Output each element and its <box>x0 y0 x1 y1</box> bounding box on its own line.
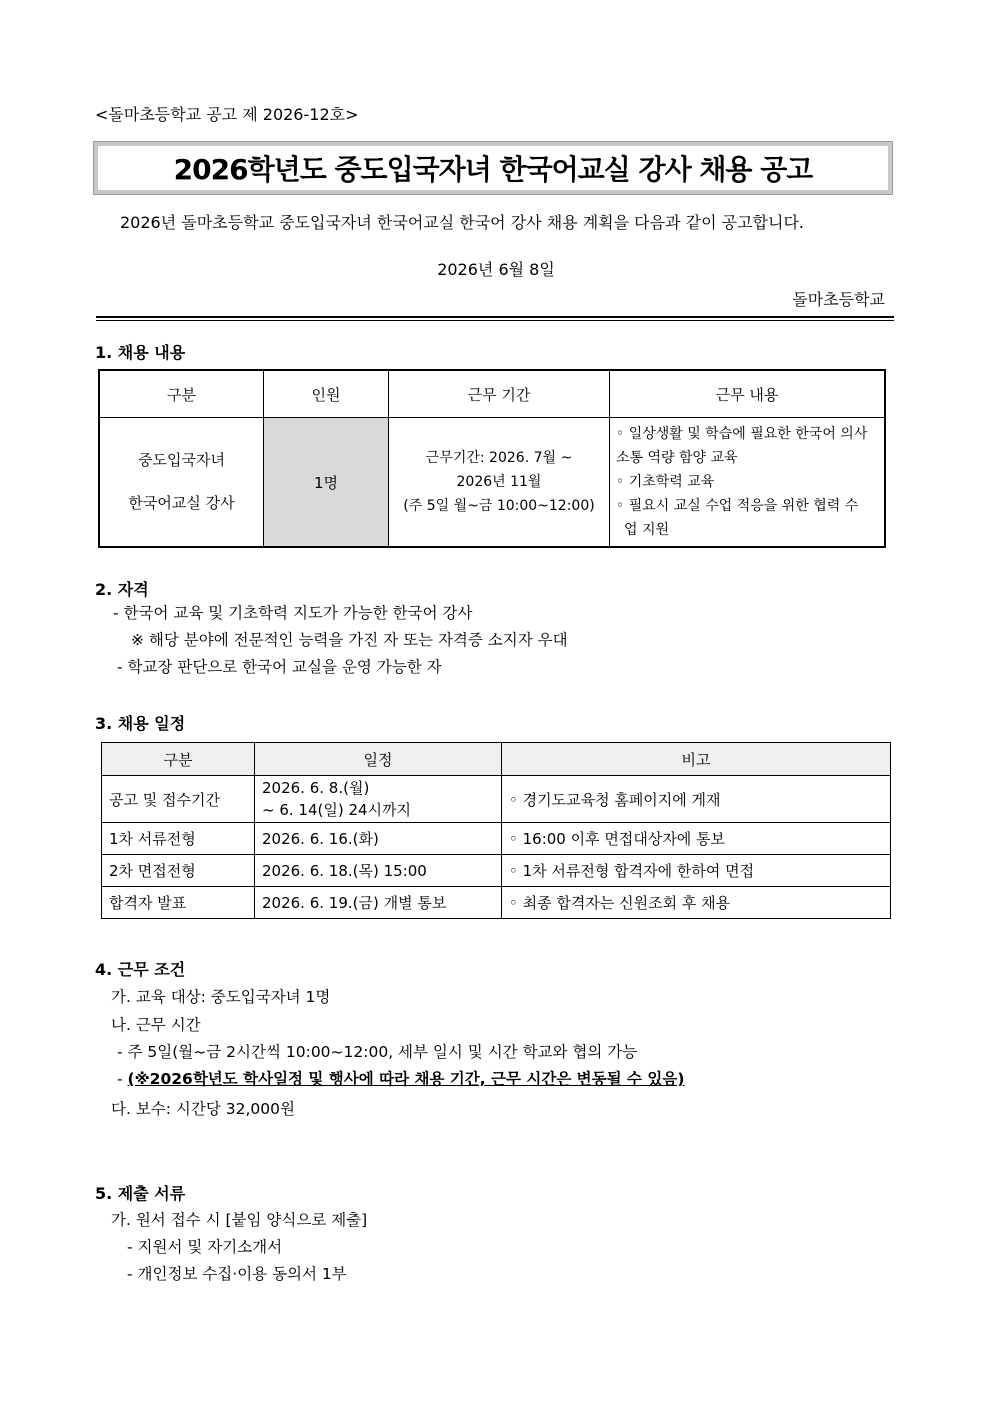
schedule-category: 합격자 발표 <box>102 887 255 919</box>
document-line: 가. 원서 접수 시 [붙임 양식으로 제출] <box>111 1211 368 1229</box>
header-cell: 일정 <box>255 743 502 776</box>
section-2-heading: 2. 자격 <box>95 580 149 599</box>
schedule-date <box>255 776 502 823</box>
header-cell: 인원 <box>264 370 389 418</box>
duty-line: 업 지원 <box>624 522 670 538</box>
header-cell: 구분 <box>102 743 255 776</box>
divider-thin <box>96 320 894 321</box>
table-row <box>102 823 891 855</box>
section-1-heading: 1. 채용 내용 <box>95 343 186 362</box>
category-cell <box>99 418 264 548</box>
recruitment-table <box>98 369 886 548</box>
page-title: 2026학년도 중도입국자녀 한국어교실 강사 채용 공고 <box>173 153 813 186</box>
schedule-note: ◦ 경기도교육청 홈페이지에 게재 <box>502 776 891 823</box>
condition-emphasis: (※2026학년도 학사일정 및 행사에 따라 채용 기간, 근무 시간은 변동될 수 있음) <box>127 1070 685 1088</box>
document-line: - 개인정보 수집·이용 동의서 1부 <box>127 1265 347 1283</box>
period-cell <box>389 418 610 548</box>
qualification-line: - 학교장 판단으로 한국어 교실을 운영 가능한 자 <box>117 658 442 676</box>
duty-line: ◦ 기초학력 교육 <box>616 474 715 490</box>
schedule-note: ◦ 최종 합격자는 신원조회 후 채용 <box>502 887 891 919</box>
category-line: 한국어교실 강사 <box>128 494 235 512</box>
notice-date: 2026년 6월 8일 <box>437 260 555 279</box>
qualification-note: ※ 해당 분야에 전문적인 능력을 가진 자 또는 자격증 소지자 우대 <box>131 631 568 649</box>
condition-line: - 주 5일(월~금 2시간씩 10:00~12:00, 세부 일시 및 시간 학교와 협의 가능 <box>117 1043 638 1061</box>
schedule-date-line: ~ 6. 14(일) 24시까지 <box>262 801 412 819</box>
header-cell: 비고 <box>502 743 891 776</box>
header-cell: 근무 기간 <box>389 370 610 418</box>
intro-text: 2026년 돌마초등학교 중도입국자녀 한국어교실 한국어 강사 채용 계획을 다음과 같이 공고합니다. <box>120 213 804 232</box>
divider-thick <box>96 316 894 318</box>
category-line: 중도입국자녀 <box>138 451 225 469</box>
table-row <box>102 887 891 919</box>
header-cell: 근무 내용 <box>610 370 886 418</box>
duty-line: ◦ 필요시 교실 수업 적응을 위한 협력 수 <box>616 498 859 514</box>
issuer: 돌마초등학교 <box>792 290 885 309</box>
schedule-note: ◦ 1차 서류전형 합격자에 한하여 면접 <box>502 855 891 887</box>
condition-line: 가. 교육 대상: 중도입국자녀 1명 <box>111 988 331 1006</box>
schedule-table <box>101 742 891 919</box>
schedule-category: 1차 서류전형 <box>102 823 255 855</box>
period-line: 2026년 11월 <box>456 474 542 490</box>
duty-line: 소통 역량 함양 교육 <box>616 450 738 466</box>
schedule-date: 2026. 6. 18.(목) 15:00 <box>255 855 502 887</box>
qualification-line: - 한국어 교육 및 기초학력 지도가 가능한 한국어 강사 <box>113 604 473 622</box>
condition-line: 다. 보수: 시간당 32,000원 <box>111 1100 295 1118</box>
title-box <box>94 142 892 194</box>
period-line: 근무기간: 2026. 7월 ~ <box>425 450 573 466</box>
table-row <box>99 418 885 548</box>
duty-line: ◦ 일상생활 및 학습에 필요한 한국어 의사 <box>616 426 868 442</box>
section-5-heading: 5. 제출 서류 <box>95 1184 186 1203</box>
section-3-heading: 3. 채용 일정 <box>95 714 186 733</box>
notice-number: <돌마초등학교 공고 제 2026-12호> <box>95 105 359 124</box>
table-header-row <box>102 743 891 776</box>
duty-cell <box>610 418 886 548</box>
schedule-date: 2026. 6. 16.(화) <box>255 823 502 855</box>
schedule-date-line: 2026. 6. 8.(월) <box>262 779 370 797</box>
schedule-category: 2차 면접전형 <box>102 855 255 887</box>
table-row <box>102 855 891 887</box>
table-row <box>102 776 891 823</box>
schedule-category: 공고 및 접수기간 <box>102 776 255 823</box>
condition-line: 나. 근무 시간 <box>111 1016 201 1034</box>
section-4-heading: 4. 근무 조건 <box>95 960 186 979</box>
document-line: - 지원서 및 자기소개서 <box>127 1238 283 1256</box>
count-cell: 1명 <box>264 418 389 548</box>
table-header-row <box>99 370 885 418</box>
period-line: (주 5일 월~금 10:00~12:00) <box>403 498 595 514</box>
schedule-date: 2026. 6. 19.(금) 개별 통보 <box>255 887 502 919</box>
header-cell: 구분 <box>99 370 264 418</box>
schedule-note: ◦ 16:00 이후 면접대상자에 통보 <box>502 823 891 855</box>
condition-note <box>117 1067 684 1089</box>
condition-dash: - <box>117 1070 128 1088</box>
